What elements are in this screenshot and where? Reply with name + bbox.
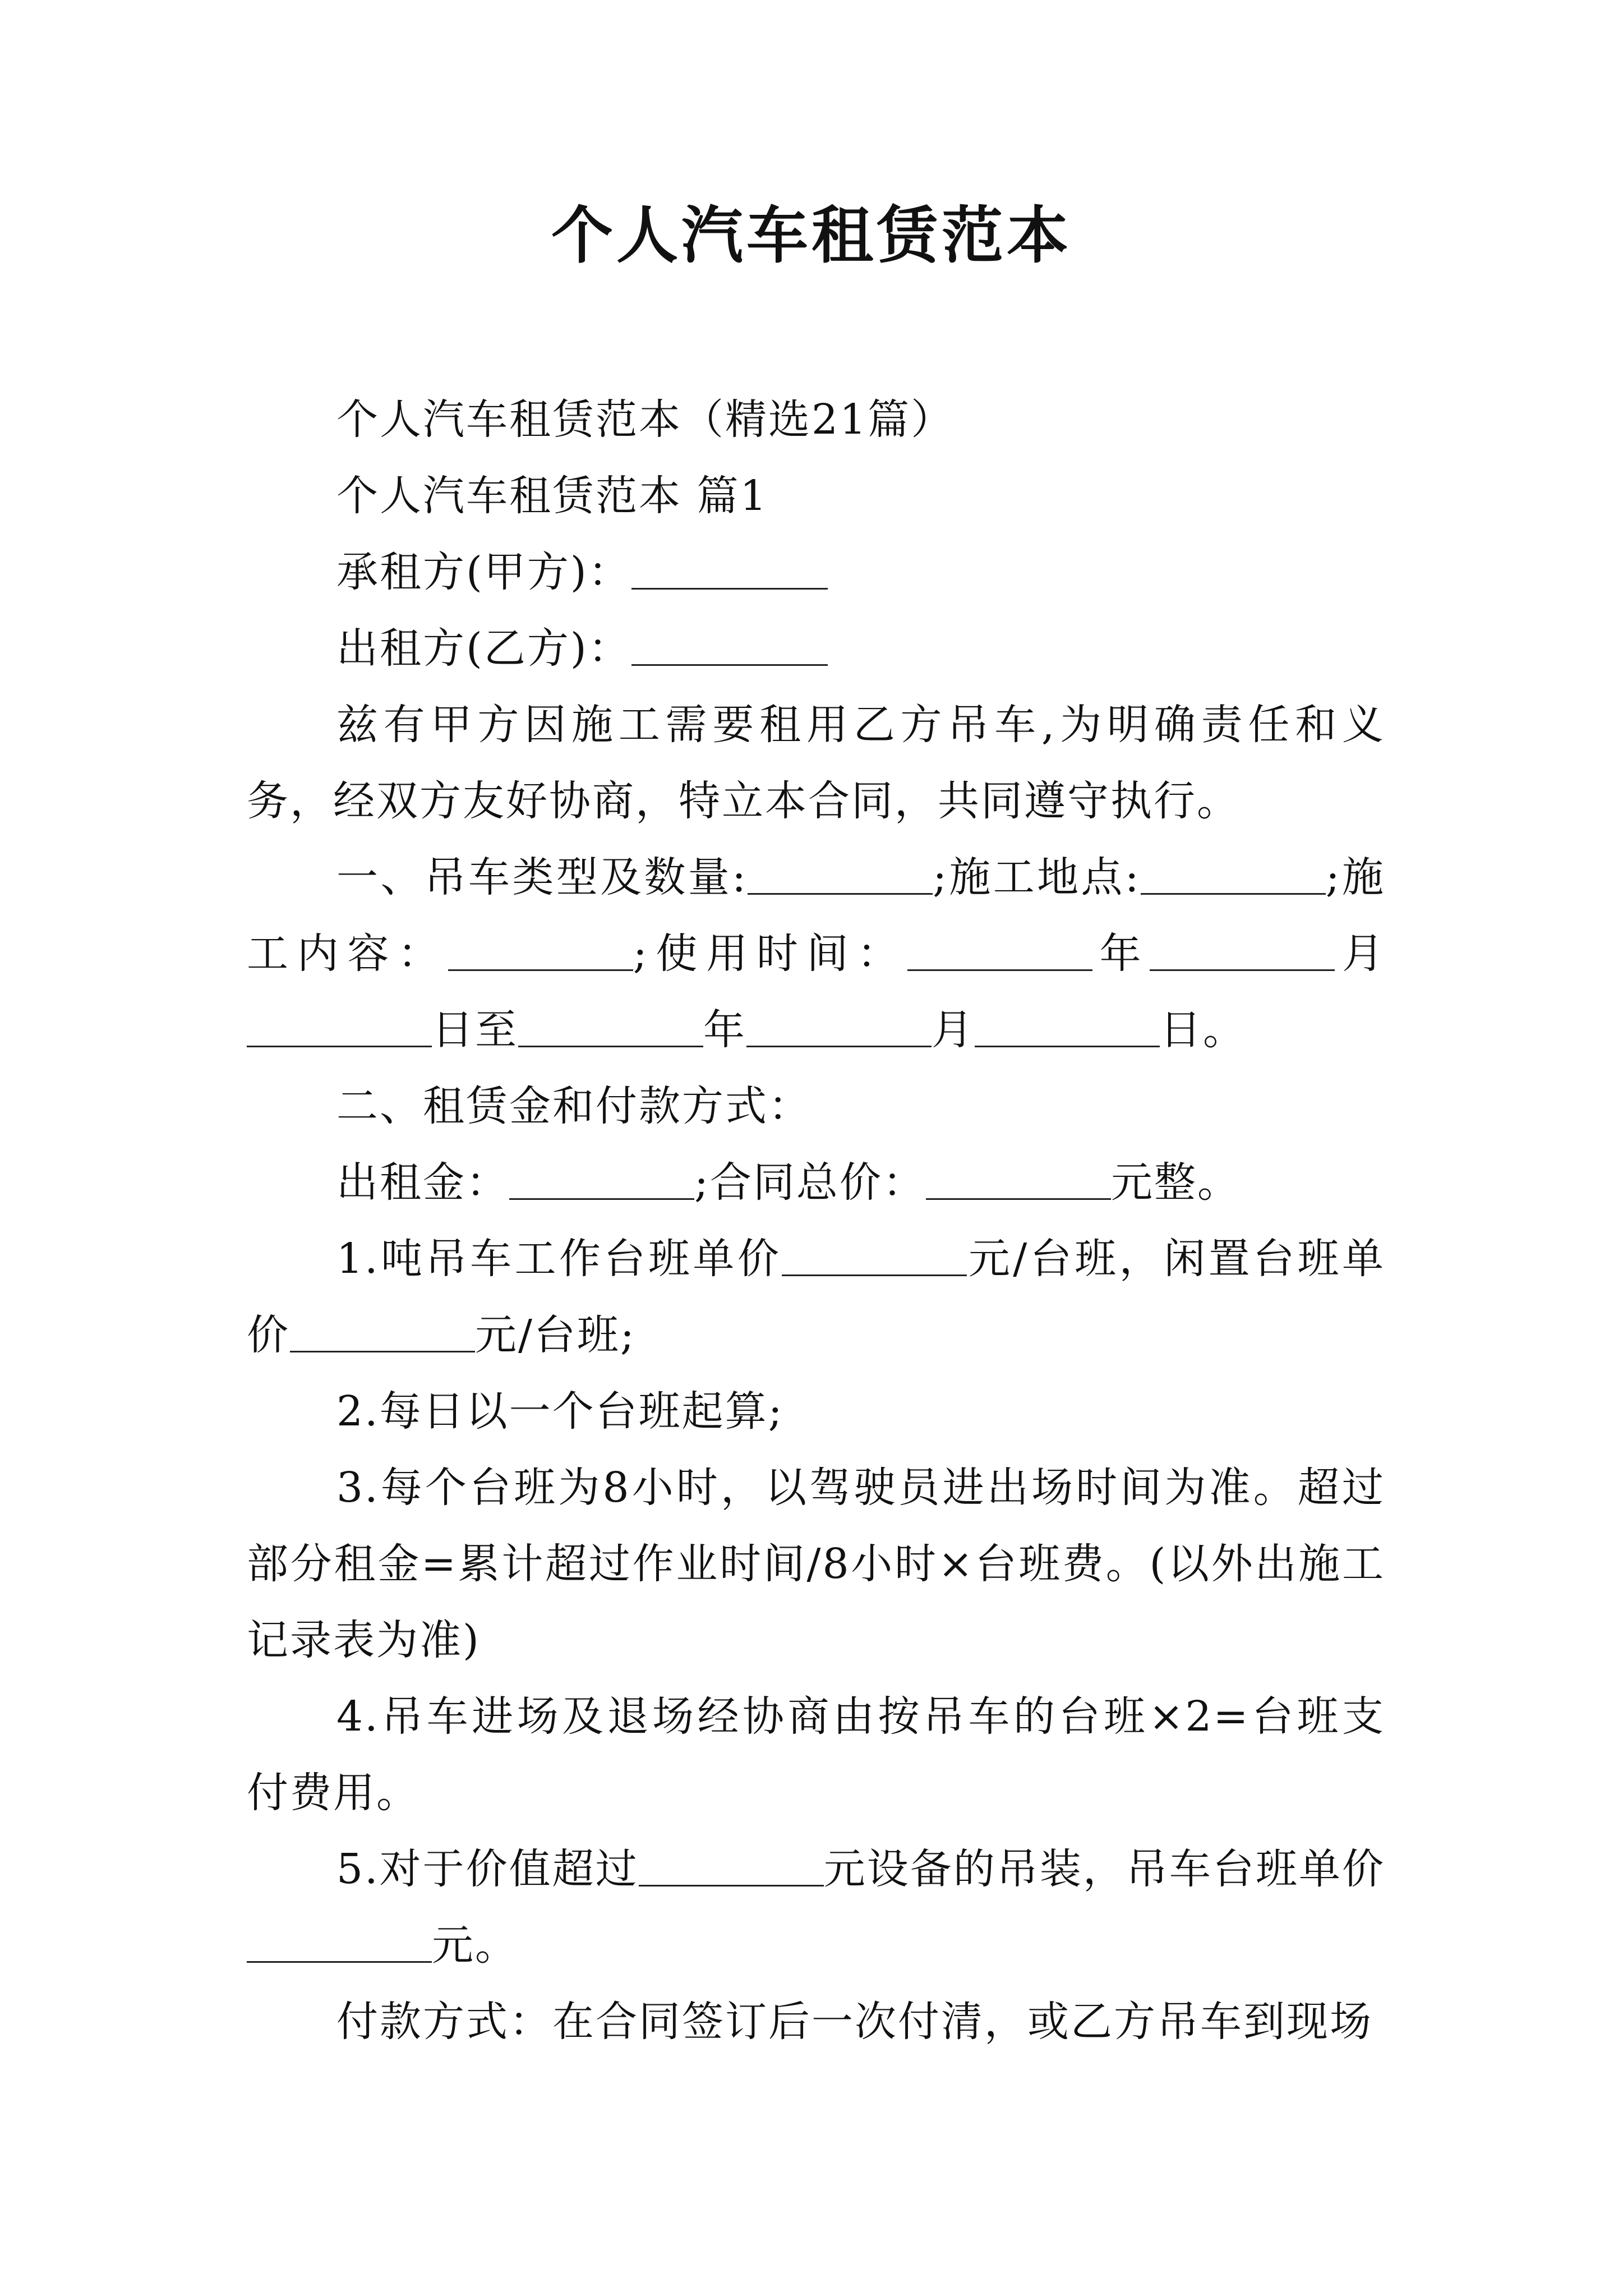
item-1-unit: 元/台班; (475, 1311, 636, 1359)
party-b-label: 出租方(乙方)： (336, 624, 631, 673)
item-1-idle-price-label: 元/台班，闲置台班单价 (247, 1235, 1386, 1359)
start-month-blank (1150, 936, 1335, 971)
payment-paragraph: 付款方式：在合同签订后一次付清，或乙方吊车到现场 (336, 1998, 1373, 2046)
start-day-blank (247, 1012, 432, 1047)
document-title: 个人汽车租赁范本 (551, 199, 1072, 272)
crane-type-blank (748, 859, 933, 895)
clause-1-site-label: ;施工地点: (933, 853, 1141, 901)
document-body (247, 381, 1385, 2060)
item-5-price-label: 元设备的吊装，吊车台班单价 (823, 1845, 1386, 1893)
clause-1-crane-type-label: 一、吊车类型及数量: (336, 853, 748, 901)
clause-1-day-end: 日。 (1160, 1006, 1246, 1054)
lifting-price-blank (247, 1927, 432, 1963)
item-2-paragraph: 2.每日以一个台班起算; (336, 1387, 784, 1435)
content-blank (448, 936, 633, 971)
clause-1-month-1: 月 (1335, 930, 1386, 978)
clause-1-content-label: ;施工内容： (247, 853, 1386, 978)
total-price-label: ;合同总价： (694, 1158, 926, 1207)
total-price-blank (926, 1165, 1111, 1200)
idle-price-blank (290, 1317, 475, 1352)
clause-1-year-1: 年 (1092, 930, 1150, 978)
subtitle-paragraph: 个人汽车租赁范本（精选21篇） (336, 395, 955, 444)
rent-blank (509, 1165, 694, 1200)
total-price-unit: 元整。 (1110, 1158, 1241, 1207)
work-price-blank (782, 1241, 967, 1276)
rent-line (247, 1144, 1385, 1221)
party-a-line (247, 534, 1385, 610)
item-3-paragraph: 3.每个台班为8小时，以驾驶员进出场时间为准。超过部分租金=累计超过作业时间/8小时×台班费。(以外出施工记录表为准) (247, 1464, 1385, 1664)
site-blank (1141, 859, 1326, 895)
end-day-blank (975, 1012, 1160, 1047)
clause-1-day-to: 日至 (432, 1006, 518, 1054)
rent-label: 出租金： (336, 1158, 509, 1207)
end-month-blank (746, 1012, 932, 1047)
clause-1-year-2: 年 (703, 1006, 746, 1054)
item-1-paragraph (247, 1221, 1385, 1373)
start-year-blank (907, 936, 1092, 971)
party-a-label: 承租方(甲方)： (336, 548, 631, 596)
clause-1-time-label: ;使用时间： (633, 930, 907, 978)
clause-2-heading: 二、租赁金和付款方式： (336, 1082, 811, 1130)
item-5-unit: 元。 (432, 1921, 518, 1970)
clause-1-month-2: 月 (932, 1006, 975, 1054)
item-5-paragraph (247, 1831, 1385, 1984)
party-b-line (247, 610, 1385, 687)
equipment-value-blank (639, 1851, 824, 1887)
section-heading: 个人汽车租赁范本 篇1 (336, 472, 768, 520)
clause-1-paragraph (247, 839, 1385, 1068)
party-b-blank (631, 631, 828, 666)
item-1-work-price-label: 1.吨吊车工作台班单价 (336, 1235, 782, 1283)
item-4-paragraph: 4.吊车进场及退场经协商由按吊车的台班×2=台班支付费用。 (247, 1692, 1385, 1817)
party-a-blank (631, 554, 828, 590)
item-5-value-label: 5.对于价值超过 (336, 1845, 639, 1893)
intro-paragraph: 兹有甲方因施工需要租用乙方吊车,为明确责任和义务，经双方友好协商，特立本合同，共同遵守执行。 (247, 701, 1385, 825)
end-year-blank (518, 1012, 703, 1047)
